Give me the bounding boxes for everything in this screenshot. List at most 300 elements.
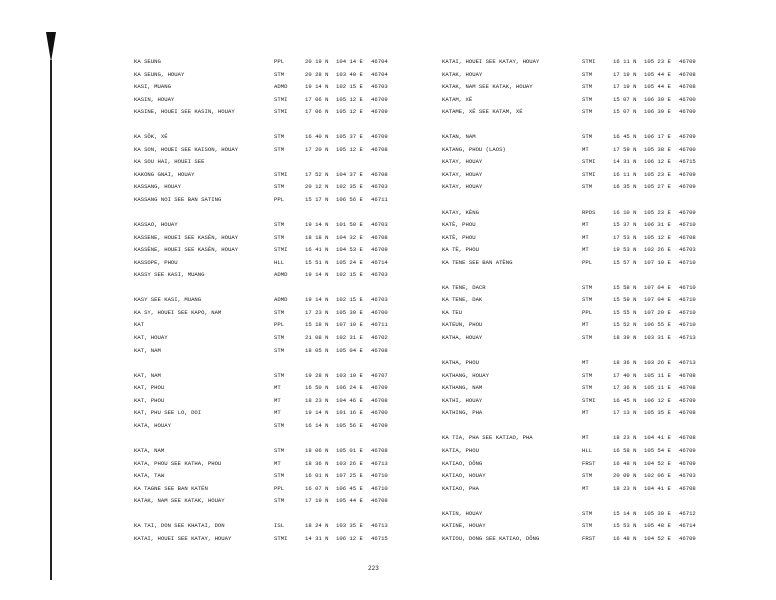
- longitude: 105 23 E: [644, 58, 671, 65]
- latitude: 17 23 N: [305, 308, 329, 316]
- feature-type: FRST: [582, 459, 596, 467]
- longitude: 106 56 E: [336, 196, 363, 204]
- longitude: 105 39 E: [336, 308, 363, 316]
- longitude: 105 44 E: [644, 83, 671, 91]
- feature-type: STM: [582, 133, 593, 141]
- latitude: 15 51 N: [305, 258, 329, 266]
- latitude: 15 59 N: [613, 296, 637, 304]
- longitude: 106 55 E: [644, 321, 671, 329]
- feature-type: MT: [582, 434, 589, 442]
- longitude: 105 12 E: [644, 233, 671, 241]
- feature-type: STMI: [274, 95, 288, 103]
- feature-type: STM: [582, 472, 593, 480]
- longitude: 104 41 E: [644, 484, 671, 492]
- latitude: 15 58 N: [613, 283, 637, 291]
- latitude: 20 19 N: [305, 58, 329, 65]
- latitude: 19 14 N: [305, 296, 329, 304]
- latitude: 18 36 N: [613, 359, 637, 367]
- place-name: KATÈ, PHOU: [442, 221, 476, 229]
- feature-type: STM: [274, 334, 285, 342]
- feature-type: ISL: [274, 522, 285, 530]
- feature-type: STM: [582, 108, 593, 116]
- place-name: KATEUN, PHOU: [442, 321, 483, 329]
- longitude: 103 26 E: [336, 459, 363, 467]
- place-name: KATHING, PHA: [442, 409, 483, 417]
- feature-type: STMI: [582, 170, 596, 178]
- feature-type: STM: [274, 472, 285, 480]
- latitude: 19 14 N: [305, 83, 329, 91]
- sheet-code: 46704: [371, 58, 388, 65]
- latitude: 15 18 N: [305, 321, 329, 329]
- latitude: 14 31 N: [305, 534, 329, 542]
- place-name: KAKONG GNAI, HOUAY: [134, 170, 195, 178]
- place-name: KATAM, XÉ: [442, 95, 473, 103]
- binding-edge-line: [50, 60, 52, 580]
- place-name: KATA, PHOU SEE KATHA, PHOU: [134, 459, 222, 467]
- longitude: 103 10 E: [336, 371, 363, 379]
- sheet-code: 46709: [679, 208, 696, 216]
- feature-type: STMI: [274, 246, 288, 254]
- longitude: 106 31 E: [644, 221, 671, 229]
- sheet-code: 46713: [679, 359, 696, 367]
- sheet-code: 46703: [371, 221, 388, 229]
- binding-edge-mark: [46, 32, 56, 62]
- latitude: 18 23 N: [305, 396, 329, 404]
- longitude: 105 48 E: [644, 522, 671, 530]
- longitude: 105 44 E: [644, 70, 671, 78]
- feature-type: STM: [582, 95, 593, 103]
- sheet-code: 46710: [679, 308, 696, 316]
- place-name: KA SÔK, XÉ: [134, 133, 168, 141]
- place-name: KA TENE SEE BAN ATÈNG: [442, 258, 513, 266]
- sheet-code: 46708: [679, 384, 696, 392]
- longitude: 106 24 E: [336, 384, 363, 392]
- latitude: 18 23 N: [613, 484, 637, 492]
- feature-type: STM: [582, 509, 593, 517]
- latitude: 16 50 N: [305, 384, 329, 392]
- longitude: 106 12 E: [644, 396, 671, 404]
- sheet-code: 46708: [371, 446, 388, 454]
- feature-type: FRST: [582, 534, 596, 542]
- place-name: KATIAO, HOUAY: [442, 472, 486, 480]
- place-name: KASSÈNE, HOUEI SEE KASÈN, HOUAY: [134, 246, 239, 254]
- feature-type: MT: [274, 396, 281, 404]
- place-name: KASINE, HOUEI SEE KASIN, HOUAY: [134, 108, 235, 116]
- longitude: 107 04 E: [644, 283, 671, 291]
- longitude: 102 26 E: [644, 246, 671, 254]
- longitude: 106 39 E: [644, 108, 671, 116]
- feature-type: STMI: [274, 534, 288, 542]
- sheet-code: 46709: [371, 95, 388, 103]
- sheet-code: 46708: [679, 434, 696, 442]
- feature-type: MT: [274, 384, 281, 392]
- place-name: KAT, HOUAY: [134, 334, 168, 342]
- feature-type: STM: [582, 334, 593, 342]
- latitude: 17 59 N: [613, 145, 637, 153]
- sheet-code: 46710: [679, 321, 696, 329]
- latitude: 16 40 N: [305, 133, 329, 141]
- sheet-code: 46700: [679, 108, 696, 116]
- longitude: 102 15 E: [336, 271, 363, 279]
- sheet-code: 46709: [371, 421, 388, 429]
- place-name: KATAY, KÈNG: [442, 208, 479, 216]
- sheet-code: 46708: [679, 371, 696, 379]
- feature-type: STMI: [582, 158, 596, 166]
- latitude: 17 20 N: [305, 145, 329, 153]
- longitude: 103 31 E: [644, 334, 671, 342]
- longitude: 106 12 E: [644, 158, 671, 166]
- latitude: 20 12 N: [305, 183, 329, 191]
- feature-type: PPL: [274, 321, 285, 329]
- place-name: KATAK, NAM SEE KATAK, HOUAY: [134, 497, 225, 505]
- place-name: KA SY, HOUEI SEE KAPO, NAM: [134, 308, 222, 316]
- longitude: 105 11 E: [644, 371, 671, 379]
- longitude: 106 17 E: [644, 133, 671, 141]
- longitude: 102 35 E: [336, 183, 363, 191]
- feature-type: MT: [582, 221, 589, 229]
- latitude: 18 23 N: [613, 434, 637, 442]
- longitude: 105 12 E: [336, 145, 363, 153]
- feature-type: STM: [582, 371, 593, 379]
- feature-type: STM: [274, 145, 285, 153]
- feature-type: MT: [582, 359, 589, 367]
- place-name: KAT, NAM: [134, 371, 161, 379]
- feature-type: HLL: [274, 258, 285, 266]
- latitude: 17 53 N: [613, 233, 637, 241]
- latitude: 18 24 N: [305, 522, 329, 530]
- sheet-code: 46709: [371, 133, 388, 141]
- latitude: 16 10 N: [613, 208, 637, 216]
- place-name: KATHANG, HOUAY: [442, 371, 489, 379]
- latitude: 17 52 N: [305, 170, 329, 178]
- longitude: 105 04 E: [336, 346, 363, 354]
- latitude: 17 36 N: [613, 384, 637, 392]
- place-name: KASSANG NOI SEE BAN SATING: [134, 196, 222, 204]
- latitude: 17 06 N: [305, 108, 329, 116]
- longitude: 101 50 E: [336, 221, 363, 229]
- sheet-code: 46703: [679, 472, 696, 480]
- feature-type: STM: [582, 522, 593, 530]
- latitude: 15 57 N: [613, 258, 637, 266]
- longitude: 105 37 E: [336, 133, 363, 141]
- feature-type: PPL: [582, 308, 593, 316]
- place-name: KA TENE, DACR: [442, 283, 486, 291]
- feature-type: STM: [582, 296, 593, 304]
- longitude: 107 10 E: [336, 321, 363, 329]
- place-name: KATAY, HOUAY: [442, 170, 483, 178]
- longitude: 106 39 E: [644, 95, 671, 103]
- sheet-code: 46708: [371, 396, 388, 404]
- place-name: KAT, PHOU: [134, 384, 165, 392]
- sheet-code: 46710: [371, 484, 388, 492]
- place-name: KASSENE, HOUEI SEE KASÉN, HOUAY: [134, 233, 239, 241]
- latitude: 16 01 N: [305, 472, 329, 480]
- latitude: 16 45 N: [613, 133, 637, 141]
- longitude: 104 53 E: [336, 246, 363, 254]
- place-name: KATA, NAM: [134, 446, 165, 454]
- latitude: 15 37 N: [613, 221, 637, 229]
- sheet-code: 46709: [679, 396, 696, 404]
- place-name: KA SOU HAI, HOUEI SEE: [134, 158, 205, 166]
- longitude: 105 11 E: [644, 384, 671, 392]
- feature-type: ADMD: [274, 296, 288, 304]
- sheet-code: 46704: [371, 70, 388, 78]
- longitude: 102 31 E: [336, 334, 363, 342]
- sheet-code: 46708: [371, 233, 388, 241]
- latitude: 16 11 N: [613, 170, 637, 178]
- sheet-code: 46710: [679, 221, 696, 229]
- sheet-code: 46710: [679, 283, 696, 291]
- sheet-code: 46703: [371, 296, 388, 304]
- latitude: 17 19 N: [305, 497, 329, 505]
- longitude: 105 35 E: [644, 409, 671, 417]
- feature-type: STM: [582, 384, 593, 392]
- sheet-code: 46703: [371, 83, 388, 91]
- feature-type: STM: [274, 233, 285, 241]
- place-name: KASSAO, HOUAY: [134, 221, 178, 229]
- place-name: KATAME, XÉ SEE KATAM, XÉ: [442, 108, 523, 116]
- place-name: KATIAO, PHA: [442, 484, 479, 492]
- longitude: 102 15 E: [336, 83, 363, 91]
- latitude: 15 52 N: [613, 321, 637, 329]
- feature-type: STM: [274, 133, 285, 141]
- place-name: KASSOPE, PHOU: [134, 258, 178, 266]
- sheet-code: 46709: [679, 459, 696, 467]
- latitude: 18 06 N: [305, 446, 329, 454]
- place-name: KASSANG, HOUAY: [134, 183, 181, 191]
- sheet-code: 46710: [679, 296, 696, 304]
- latitude: 19 28 N: [305, 371, 329, 379]
- latitude: 18 18 N: [305, 233, 329, 241]
- latitude: 20 09 N: [613, 472, 637, 480]
- place-name: KA TAGNE SEE BAN KATÉN: [134, 484, 208, 492]
- place-name: KATIN, HOUAY: [442, 509, 483, 517]
- place-name: KATAI, HOUEI SEE KATAY, HOUAY: [134, 534, 232, 542]
- longitude: 104 37 E: [336, 170, 363, 178]
- longitude: 105 12 E: [336, 95, 363, 103]
- latitude: 18 39 N: [613, 334, 637, 342]
- latitude: 20 28 N: [305, 70, 329, 78]
- feature-type: STMI: [274, 108, 288, 116]
- latitude: 14 31 N: [613, 158, 637, 166]
- place-name: KATHI, HOUAY: [442, 396, 483, 404]
- longitude: 103 35 E: [336, 522, 363, 530]
- place-name: KAT, PHU SEE LO, DOI: [134, 409, 202, 417]
- feature-type: MT: [582, 321, 589, 329]
- sheet-code: 46708: [679, 70, 696, 78]
- sheet-code: 46715: [371, 534, 388, 542]
- feature-type: STM: [582, 183, 593, 191]
- place-name: KATHANG, NAM: [442, 384, 483, 392]
- feature-type: PPL: [274, 58, 285, 65]
- feature-type: PPL: [274, 484, 285, 492]
- feature-type: MT: [274, 459, 281, 467]
- sheet-code: 46708: [371, 170, 388, 178]
- place-name: KAT: [134, 321, 145, 329]
- feature-type: MT: [582, 233, 589, 241]
- feature-type: MT: [582, 246, 589, 254]
- sheet-code: 46708: [371, 346, 388, 354]
- latitude: 19 14 N: [305, 271, 329, 279]
- sheet-code: 46709: [371, 384, 388, 392]
- sheet-code: 46703: [371, 183, 388, 191]
- feature-type: PPL: [274, 196, 285, 204]
- longitude: 105 24 E: [336, 258, 363, 266]
- sheet-code: 46710: [371, 472, 388, 480]
- place-name: KATANG, PHOU (LAOS): [442, 145, 506, 153]
- latitude: 17 19 N: [613, 83, 637, 91]
- sheet-code: 46709: [679, 183, 696, 191]
- longitude: 103 26 E: [644, 359, 671, 367]
- place-name: KATIOU, DONG SEE KATIAO, DÔNG: [442, 534, 540, 542]
- longitude: 101 16 E: [336, 409, 363, 417]
- sheet-code: 46708: [371, 145, 388, 153]
- latitude: 16 11 N: [613, 58, 637, 65]
- sheet-code: 46708: [679, 233, 696, 241]
- longitude: 105 12 E: [336, 108, 363, 116]
- longitude: 102 15 E: [336, 296, 363, 304]
- longitude: 107 20 E: [644, 308, 671, 316]
- page-number: 223: [368, 565, 379, 572]
- latitude: 17 13 N: [613, 409, 637, 417]
- longitude: 105 27 E: [644, 183, 671, 191]
- longitude: 106 45 E: [336, 484, 363, 492]
- sheet-code: 46711: [371, 321, 388, 329]
- latitude: 17 06 N: [305, 95, 329, 103]
- feature-type: ADMD: [274, 83, 288, 91]
- longitude: 104 41 E: [644, 434, 671, 442]
- longitude: 104 52 E: [644, 534, 671, 542]
- longitude: 105 23 E: [644, 170, 671, 178]
- place-name: KATAK, NAM SEE KATAK, HOUAY: [442, 83, 533, 91]
- place-name: KATAN, NAM: [442, 133, 476, 141]
- sheet-code: 46700: [679, 145, 696, 153]
- longitude: 103 40 E: [336, 70, 363, 78]
- sheet-code: 46707: [371, 371, 388, 379]
- place-name: KATA, TAW: [134, 472, 165, 480]
- feature-type: RPDS: [582, 208, 596, 216]
- latitude: 15 14 N: [613, 509, 637, 517]
- place-name: KA SEUNG: [134, 58, 161, 65]
- place-name: KATAI, HOUEI SEE KATAY, HOUAY: [442, 58, 540, 65]
- feature-type: MT: [582, 484, 589, 492]
- feature-type: STM: [582, 283, 593, 291]
- place-name: KA SON, HOUEI SEE KAISON, HOUAY: [134, 145, 239, 153]
- place-name: KA TÈ, PHOU: [442, 246, 479, 254]
- latitude: 17 19 N: [613, 70, 637, 78]
- feature-type: STM: [274, 446, 285, 454]
- longitude: 104 14 E: [336, 58, 363, 65]
- latitude: 18 36 N: [305, 459, 329, 467]
- sheet-code: 46709: [679, 58, 696, 65]
- feature-type: STM: [274, 497, 285, 505]
- sheet-code: 46708: [679, 484, 696, 492]
- sheet-code: 46709: [679, 446, 696, 454]
- place-name: KA TENE, DAK: [442, 296, 483, 304]
- longitude: 106 12 E: [336, 534, 363, 542]
- sheet-code: 46715: [679, 158, 696, 166]
- sheet-code: 46714: [371, 258, 388, 266]
- place-name: KATINE, HOUAY: [442, 522, 486, 530]
- sheet-code: 46710: [679, 258, 696, 266]
- sheet-code: 46703: [371, 271, 388, 279]
- sheet-code: 46709: [371, 108, 388, 116]
- latitude: 16 07 N: [305, 484, 329, 492]
- sheet-code: 46709: [371, 246, 388, 254]
- latitude: 19 14 N: [305, 221, 329, 229]
- longitude: 104 46 E: [336, 396, 363, 404]
- feature-type: STM: [582, 70, 593, 78]
- feature-type: STM: [582, 83, 593, 91]
- longitude: 107 25 E: [336, 472, 363, 480]
- feature-type: STM: [274, 421, 285, 429]
- place-name: KA TAI, DON SEE KHATAI, DON: [134, 522, 225, 530]
- longitude: 107 10 E: [644, 258, 671, 266]
- sheet-code: 46709: [679, 170, 696, 178]
- sheet-code: 46708: [679, 409, 696, 417]
- latitude: 19 53 N: [613, 246, 637, 254]
- place-name: KATAK, HOUAY: [442, 70, 483, 78]
- place-name: KATAY, HOUAY: [442, 158, 483, 166]
- latitude: 15 07 N: [613, 108, 637, 116]
- latitude: 16 45 N: [613, 396, 637, 404]
- feature-type: STM: [274, 183, 285, 191]
- sheet-code: 46700: [371, 308, 388, 316]
- longitude: 104 52 E: [644, 459, 671, 467]
- place-name: KASSY SEE KASI, MUANG: [134, 271, 205, 279]
- longitude: 105 23 E: [644, 208, 671, 216]
- feature-type: HLL: [582, 446, 593, 454]
- place-name: KA TIA, PHA SEE KATIAO, PHA: [442, 434, 533, 442]
- longitude: 102 06 E: [644, 472, 671, 480]
- feature-type: STMI: [582, 58, 596, 65]
- place-name: KATA, HOUAY: [134, 421, 171, 429]
- feature-type: MT: [582, 145, 589, 153]
- latitude: 15 17 N: [305, 196, 329, 204]
- longitude: 105 44 E: [336, 497, 363, 505]
- feature-type: PPL: [582, 258, 593, 266]
- place-name: KASIN, HOUAY: [134, 95, 175, 103]
- latitude: 19 14 N: [305, 409, 329, 417]
- latitude: 15 07 N: [613, 95, 637, 103]
- latitude: 16 35 N: [613, 183, 637, 191]
- sheet-code: 46703: [679, 246, 696, 254]
- sheet-code: 46708: [679, 83, 696, 91]
- sheet-code: 46713: [371, 459, 388, 467]
- longitude: 104 32 E: [336, 233, 363, 241]
- longitude: 105 39 E: [644, 509, 671, 517]
- place-name: KASI, MUANG: [134, 83, 171, 91]
- place-name: KAT, PHOU: [134, 396, 165, 404]
- feature-type: STM: [274, 371, 285, 379]
- place-name: KATHA, PHOU: [442, 359, 479, 367]
- longitude: 105 54 E: [644, 446, 671, 454]
- place-name: KATÈ, PHOU: [442, 233, 476, 241]
- feature-type: STM: [274, 70, 285, 78]
- longitude: 105 01 E: [336, 446, 363, 454]
- latitude: 15 55 N: [613, 308, 637, 316]
- sheet-code: 46713: [371, 522, 388, 530]
- feature-type: MT: [274, 409, 281, 417]
- feature-type: MT: [582, 409, 589, 417]
- sheet-code: 46709: [679, 534, 696, 542]
- sheet-code: 46700: [679, 95, 696, 103]
- sheet-code: 46713: [679, 334, 696, 342]
- place-name: KATAY, HOUAY: [442, 183, 483, 191]
- feature-type: STM: [274, 308, 285, 316]
- sheet-code: 46700: [371, 409, 388, 417]
- feature-type: STM: [274, 346, 285, 354]
